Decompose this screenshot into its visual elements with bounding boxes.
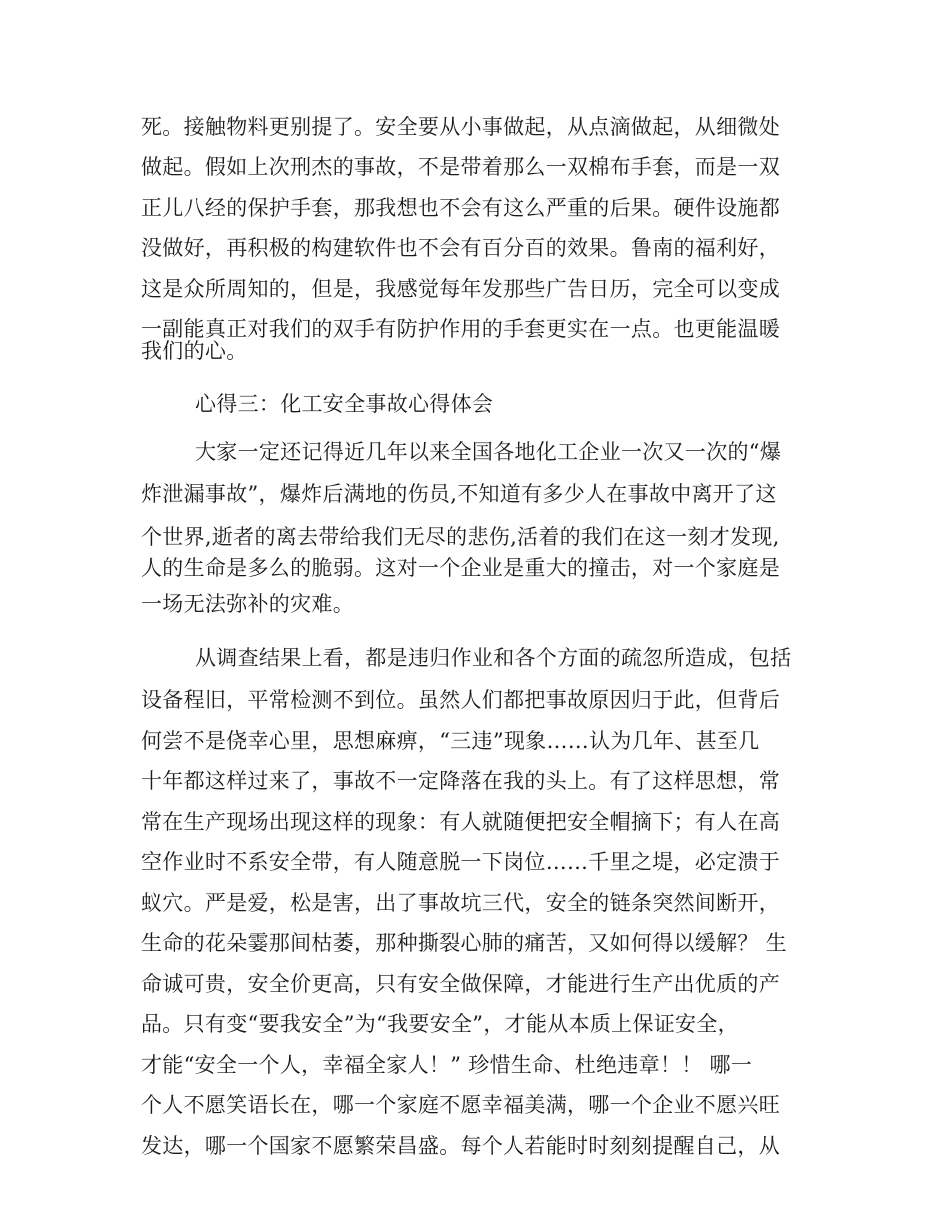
paragraph-1-line-1: 死。接触物料更别提了。安全要从小事做起，从点滴做起，从细微处 [141, 115, 780, 139]
paragraph-3-line-10: 品。只有变“要我安全”为“我要安全”，才能从本质上保证安全， [141, 1012, 739, 1036]
paragraph-2-line-4: 人的生命是多么的脆弱。这对一个企业是重大的撞击，对一个家庭是 [141, 556, 780, 580]
paragraph-1-line-7: 我们的心。 [141, 339, 248, 363]
paragraph-3-line-11: 才能“安全一个人，幸福全家人！” 珍惜生命、杜绝违章！！ 哪一 [141, 1053, 753, 1077]
paragraph-3-line-4: 十年都这样过来了，事故不一定降落在我的头上。有了这样思想，常 [141, 769, 780, 793]
paragraph-1-line-4: 没做好，再积极的构建软件也不会有百分百的效果。鲁南的福利好， [141, 236, 780, 260]
paragraph-1-line-6: 一副能真正对我们的双手有防护作用的手套更实在一点。也更能温暖 [141, 317, 780, 341]
paragraph-3-line-6: 空作业时不系安全带，有人随意脱一下岗位……千里之堤，必定溃于 [141, 850, 780, 874]
paragraph-3-line-9: 命诚可贵，安全价更高，只有安全做保障，才能进行生产出优质的产 [141, 972, 780, 996]
paragraph-3-line-5: 常在生产现场出现这样的现象：有人就随便把安全帽摘下；有人在高 [141, 810, 780, 834]
paragraph-3-line-7: 蚁穴。严是爱，松是害，出了事故坑三代，安全的链条突然间断开， [141, 891, 780, 915]
paragraph-3-line-8: 生命的花朵霎那间枯萎，那种撕裂心肺的痛苦，又如何得以缓解？ 生 [141, 931, 787, 955]
paragraph-1-line-5: 这是众所周知的，但是，我感觉每年发那些广告日历，完全可以变成 [141, 277, 780, 301]
paragraph-3-line-2: 设备程旧，平常检测不到位。虽然人们都把事故原因归于此，但背后 [141, 688, 780, 712]
paragraph-3-line-1: 从调查结果上看，都是违归作业和各个方面的疏忽所造成，包括 [195, 646, 792, 670]
paragraph-2-line-5: 一场无法弥补的灾难。 [141, 592, 354, 616]
paragraph-3-line-12: 个人不愿笑语长在，哪一个家庭不愿幸福美满，哪一个企业不愿兴旺 [141, 1093, 780, 1117]
paragraph-2-line-2: 炸泄漏事故”，爆炸后满地的伤员,不知道有多少人在事故中离开了这 [141, 482, 777, 506]
paragraph-3-line-3: 何尝不是侥幸心里，思想麻痹，“三违”现象……认为几年、甚至几 [141, 729, 760, 753]
paragraph-1-line-2: 做起。假如上次刑杰的事故，不是带着那么一双棉布手套，而是一双 [141, 155, 780, 179]
paragraph-2-line-3: 个世界,逝者的离去带给我们无尽的悲伤,活着的我们在这一刻才发现, [141, 525, 780, 549]
paragraph-3-line-13: 发达，哪一个国家不愿繁荣昌盛。每个人若能时时刻刻提醒自己，从 [141, 1134, 780, 1158]
section-heading: 心得三：化工安全事故心得体会 [195, 392, 494, 416]
paragraph-2-line-1: 大家一定还记得近几年以来全国各地化工企业一次又一次的“爆 [195, 440, 782, 464]
paragraph-1-line-3: 正儿八经的保护手套，那我想也不会有这么严重的后果。硬件设施都 [141, 196, 780, 220]
